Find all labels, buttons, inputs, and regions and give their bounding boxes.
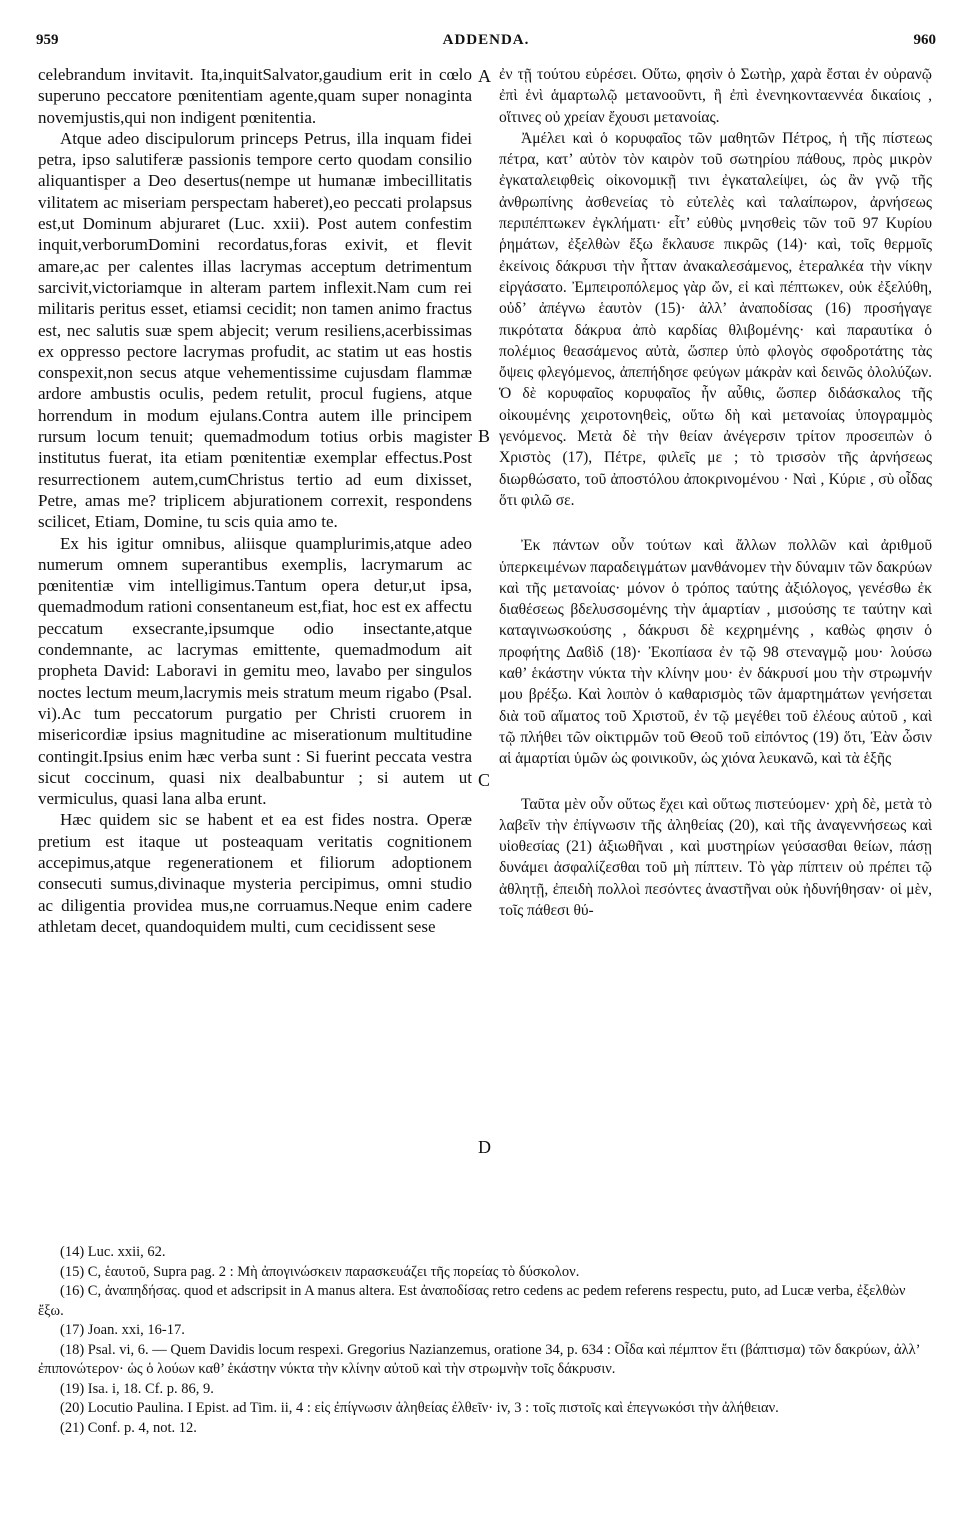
page-number-left: 959 <box>36 32 59 48</box>
footnote: (21) Conf. p. 4, not. 12. <box>60 1419 197 1436</box>
footnote: (18) Psal. vi, 6. — Quem Davidis locum respexi. Gregorius Nazianzemus, oratione 34, p. 634 : Οἶδα καὶ πέμπτον ἔτι (βάπτισμα) τῶν δακρύων, ἀλλ’ ἐπιπονώτερον· ὡς ὁ λούων καθ’ ἑκάστην νύκτα τὴν κλίνην αὐτοῦ καὶ τὴν στρωμνὴν τοῖς δάκρυσιν. <box>38 1341 920 1377</box>
latin-paragraph-2: Atque adeo discipulorum princeps Petrus, illa inquam fidei petra, ipso salutiferæ passionis tempore certo quodam consilio aliquantisper a Deo desertus(nempe ut humanæ imbecillitatis vilitatem ac miseriam perspectam haberet),eo peccati prolapsus est,ut Dominum abjuraret (Luc. xxii). Post autem confestim inquit,verborumDomini recordatus,foras exivit, et flevit amare,ac per calentes illas lacrymas acceptum detrimentum sarcivit,victoriamque in alteram partem inflexit.Nam cum rei militaris peritus esset, etiamsi cecidit; non tamen animo fractus est, nec salutis suæ spem abjecit; verum resiliens,acerbissimas ex oppresso pectore lacrymas profudit, ac statim ut eas hostis conspexit,non secus atque vehementissime cujusdam flammæ ardore ambustis oculis, pedem retulit, procul fugiens, atque horrendum in modum ejulans.Contra autem ille principem rursum locum tenuit; quemadmodum totius orbis magister institutus fuerat, ita etiam pœnitentiæ exemplar effectus.Post resurrectionem autem,cumChristus tertio ad eum dixisset, Petre, amas me? triplicem abjurationem correxit, respondens scilicet, Etiam, Domine, tu scis quia amo te. <box>38 128 472 532</box>
latin-paragraph-1: celebrandum invitavit. Ita,inquitSalvator,gaudium erit in cœlo superuno peccatore pœnitentiam agente,quam super nonaginta novemjustis,qui non indigent pœnitentia. <box>38 65 472 127</box>
section-marker-d: D <box>478 1137 491 1157</box>
latin-column <box>38 64 472 937</box>
latin-paragraph-4: Hæc quidem sic se habent et ea est fides nostra. Operæ pretium est itaque ut posteaquam veritatis cognitionem accepimus,atque regenerationem et filiorum adoptionem consecuti sumus,divinaque mysteria percipimus, omni studio ac diligentia providea mus,ne corruamus.Neque enim cadere athletam decet, quandoquidem multi, cum cecidissent sese <box>38 810 472 936</box>
footnote: (16) C, ἀναπηδήσας. quod et adscripsit in A manus altera. Est ἀναποδίσας retro cedens ac pedem referens respectu, puto, ad Lucæ verba, ἐξελθὼν ἔξω. <box>38 1283 906 1319</box>
footnote: (19) Isa. i, 18. Cf. p. 86, 9. <box>60 1380 214 1397</box>
footnote: (14) Luc. xxii, 62. <box>60 1244 166 1260</box>
greek-column <box>499 64 932 921</box>
greek-paragraph-2: Ἀμέλει καὶ ὁ κορυφαῖος τῶν μαθητῶν Πέτρος, ἡ τῆς πίστεως πέτρα, κατ’ αὐτὸν τὸν καιρὸν τοῦ σωτηρίου πάθους, πρὸς μικρὸν ἐγκαταλειφθεὶς οἰκονομικῇ τινι ἐγκαταλείψει, ὡς ἂν γνῷ τῆς ἀνθρωπίνης ἀσθενείας τὸ εὐτελὲς καὶ ταλαίπωρον, ἀρνήσεως περιπέπτωκεν ἐγκλήματι· εἶτ’ εὐθὺς μνησθεὶς τῶν τοῦ 97 Κυρίου ῥημάτων, ἐξελθὼν ἔξω ἔκλαυσε πικρῶς (14)· καὶ, τοῖς θερμοῖς ἐκείνοις δάκρυσι τὴν ἧτταν ἀνακαλεσάμενος, ἑτεραλκέα τὴν νίκην εἰργάσατο. Ἐμπειροπόλεμος γὰρ ὤν, εἰ καὶ πέπτωκεν, οὐκ ἐξελύθη, οὐδ’ ἀπέγνω ἑαυτὸν (15)· ἀλλ’ ἀναποδίσας (16) προσήγαγε πικρότατα δάκρυα ἀπὸ καρδίας θλιβομένης· καὶ παραυτίκα ὁ πολέμιος θεασάμενος αὐτὰ, ὥσπερ ὑπὸ φλογὸς σφοδροτάτης τὰς ὄψεις φλεγόμενος, ἀπεπήδησε φεύγων μάκρὰν καὶ δεινῶς ὀλολύζων. Ὁ δὲ κορυφαῖος κορυφαῖος ἦν αὖθις, ὥσπερ διδάσκαλος τῆς οἰκουμένης χειροτονηθεὶς, οὕτω δὴ καὶ μετανοίας ὑπογραμμὸς γενόμενος. Μετὰ δὲ τὴν θείαν ἀνέγερσιν τρίτον προσειπὼν ὁ Χριστὸς (17), Πέτρε, φιλεῖς με ; τὸ τρισσὸν τῆς ἀρνήσεως διωρθώσατο, τοῦ ἀποστόλου ἀποκρινομένου · Ναὶ , Κύριε , σὺ οἶδας ὅτι φιλῶ σε. <box>499 129 932 509</box>
running-title: ADDENDA. <box>442 32 530 48</box>
section-marker-a: A <box>478 66 491 86</box>
page-number-right: 960 <box>913 32 936 48</box>
section-marker-c: C <box>478 770 491 790</box>
greek-paragraph-4: Ταῦτα μὲν οὖν οὕτως ἔχει καὶ οὕτως πιστεύομεν· χρὴ δὲ, μετὰ τὸ λαβεῖν τὴν ἐπίγνωσιν τῆς ἀληθείας (20), καὶ τῆς ἀναγεννήσεως καὶ υἱοθεσίας (21) ἀξιωθῆναι , καὶ μυστηρίων γεύσασθαι θείων, πάσῃ δυνάμει ἀσφαλίζεσθαι τοῦ μὴ πίπτειν. Τὸ γὰρ πίπτειν οὐ πρέπει τῷ ἀθλητῇ, ἐπειδὴ πολλοὶ πεσόντες ἀναστῆναι οὐκ ἠδυνήθησαν· οἱ μὲν, τοῖς πάθεσι θύ- <box>499 795 932 919</box>
running-header <box>36 32 936 56</box>
latin-paragraph-3: Ex his igitur omnibus, aliisque quamplurimis,atque adeo numerum omnem superantibus exemplis, lacrymarum ac pœnitentiæ vim intelligimus.Tantum opera detur,ut ipsa, quemadmodum rationi consentaneum est,fiat, hoc est ex affectu peccatum exsecrante,ipsumque odio insectante,atque condemnante, ac lacrymas emittente, quemadmodum ait propheta David: Laboravi in gemitu meo, lavabo per singulos noctes lectum meum,lacrymis meis stratum meum rigabo (Psal. vi).Ac tum peccatorum purgatio per Christi cruorem in misericordiæ ipsius magnitudine ac miserationum multitudine contingit.Ipsius enim hæc verba sunt : Si fuerint peccata vestra sicut coccinum, quasi nix dealbabuntur ; si autem ut vermiculus, quasi lana alba erunt. <box>38 533 472 809</box>
footnote: (17) Joan. xxi, 16-17. <box>60 1322 185 1338</box>
footnote: (15) C, ἑαυτοῦ, Supra pag. 2 : Μὴ ἀπογινώσκειν παρασκευάζει τῆς πορείας τὸ δύσκολον. <box>60 1263 580 1280</box>
greek-paragraph-3: Ἐκ πάντων οὖν τούτων καὶ ἄλλων πολλῶν καὶ ἀριθμοῦ ὑπερκειμένων παραδειγμάτων μανθάνομεν τὴν δύναμιν τῶν δακρύων καὶ τῆς μετανοίας· μόνον ὁ τρόπος ταύτης ἀξιόλογος, γενέσθω ἐκ διαθέσεως βδελυσσομένης τὴν ἁμαρτίαν , μισούσης τε ταύτην καὶ καταγινωσκούσης , δάκρυσι δὲ κεχρημένης , καθὼς φησιν ὁ προφήτης Δαϐὶδ (18)· Ἐκοπίασα ἐν τῷ 98 στεναγμῷ μου· λούσω καθ’ ἑκάστην νύκτα τὴν κλίνην μου· ἐν δάκρυσί μου τὴν στρωμνήν μου βρέξω. Καὶ λοιπὸν ὁ καθαρισμὸς τῶν ἁμαρτημάτων γενήσεται διὰ τοῦ αἵματος τοῦ Χριστοῦ, ἐν τῷ μεγέθει τοῦ ἐλέους αὐτοῦ , καὶ τῷ πλήθει τῶν οἰκτιρμῶν τοῦ Θεοῦ τοῦ εἰπόντος (19) ὅτι, Ἐὰν ὦσιν αἱ ἁμαρτίαι ὑμῶν ὡς φοινικοῦν, ὡς χιόνα λευκανῶ, καὶ τὰ ἑξῆς <box>499 537 932 768</box>
footnotes <box>38 1243 933 1438</box>
greek-paragraph-1: ἐν τῇ τούτου εὑρέσει. Οὕτω, φησὶν ὁ Σωτὴρ, χαρὰ ἔσται ἐν οὐρανῷ ἐπὶ ἑνὶ ἁμαρτωλῷ μετανοοῦντι, ἢ ἐπὶ ἐνενηκονταεννέα δικαίοις , οἵτινες οὐ χρείαν ἔχουσι μετανοίας. <box>499 66 932 126</box>
section-marker-b: B <box>478 426 491 446</box>
footnote: (20) Locutio Paulina. I Epist. ad Tim. ii, 4 : εἰς ἐπίγνωσιν ἀληθείας ἐλθεῖν· iv, 3 : τοῖς πιστοῖς καὶ ἐπεγνωκόσι τὴν ἀλήθειαν. <box>60 1400 779 1416</box>
